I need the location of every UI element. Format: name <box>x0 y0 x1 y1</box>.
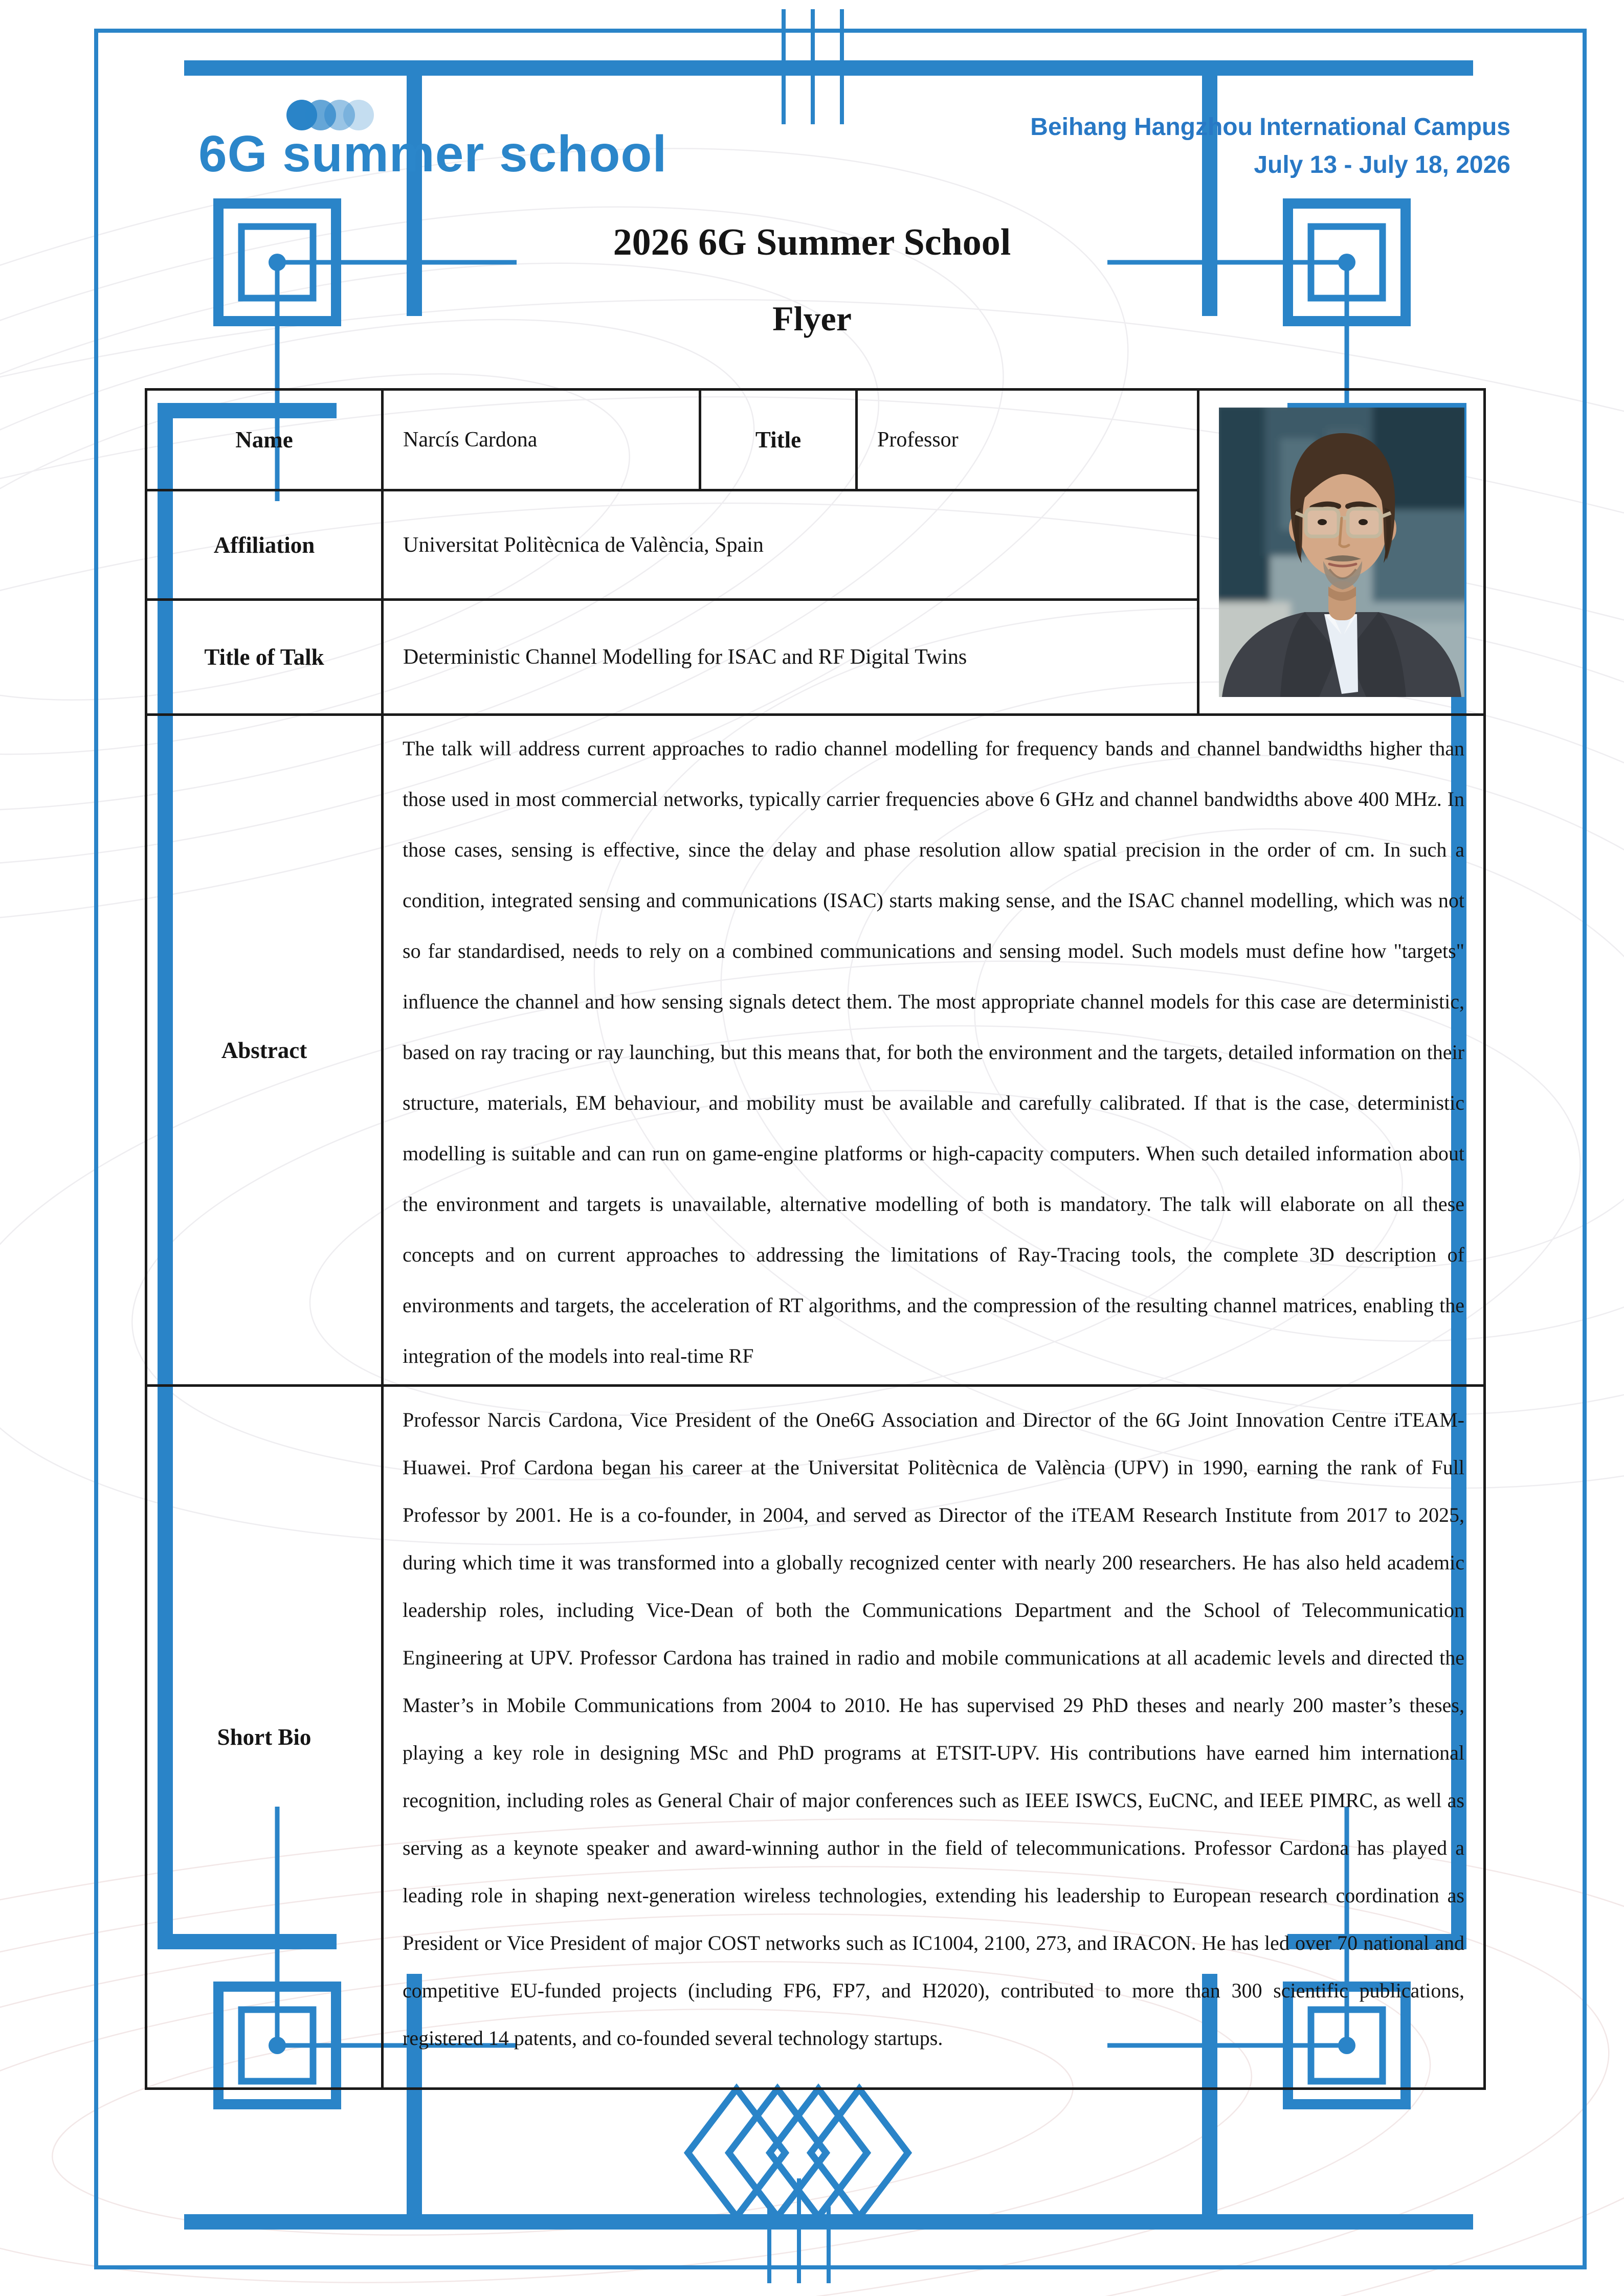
short-bio-text: Professor Narcis Cardona, Vice President of the One6G Association and Director of the 6G Joint Innovation Centre iTEAM-Huawei. Prof Cardona began his career at the Universitat Politècnica de València (UPV) in 1990, earning the rank of Full Professor by 2001. He is a co-founder, in 2004, and served as Director of the iTEAM Research Institute from 2017 to 2025, during which time it was transformed into a globally recognized center with nearly 200 researchers. He has also held academic leadership roles, including Vice-Dean of both the Communications Department and the School of Telecommunication Engineering at UPV. Professor Cardona has trained in radio and mobile communications at all academic levels and directed the Master’s in Mobile Communications from 2004 to 2010. He has supervised 29 PhD theses and nearly 200 master’s theses, playing a key role in designing MSc and PhD programs at ETSIT-UPV. His contributions have earned him international recognition, including roles as General Chair of major conferences such as IEEE ISWCS, EuCNC, and IEEE PIMRC, as well as serving as a keynote speaker and award-winning author in the field of telecommunications. Professor Cardona has played a leading role in shaping next-generation wireless technologies, extending his leadership to European research coordination as President or Vice President of major COST networks such as IC1004, 2100, 273, and IRACON. He has led over 70 national and competitive EU-funded projects (including FP6, FP7, and H2020), contributed to more than 300 scientific publications, registered 14 patents, and co-founded several technology startups. <box>403 1408 1464 2050</box>
affiliation-label: Affiliation <box>146 490 383 600</box>
speaker-photo-cell <box>1198 390 1485 715</box>
talk-title-label: Title of Talk <box>146 600 383 715</box>
title-value: Professor <box>857 390 1198 490</box>
name-value: Narcís Cardona <box>383 390 700 490</box>
event-dates: July 13 - July 18, 2026 <box>1254 151 1510 178</box>
name-label: Name <box>146 390 383 490</box>
short-bio-label: Short Bio <box>146 1386 383 2089</box>
abstract-label: Abstract <box>146 715 383 1386</box>
campus-name: Beihang Hangzhou International Campus <box>1030 114 1510 141</box>
campus-header <box>1030 108 1510 184</box>
speaker-photo <box>1219 408 1464 697</box>
logo-6g-summer-school: 6G summer school <box>198 125 668 183</box>
short-bio-cell <box>383 1386 1485 2089</box>
affiliation-value: Universitat Politècnica de València, Spain <box>383 490 1198 600</box>
abstract-text: The talk will address current approaches to radio channel modelling for frequency bands and channel bandwidths higher than those used in most commercial networks, typically carrier frequencies above 6 GHz and channel bandwidths above 400 MHz. In those cases, sensing is effective, since the delay and phase resolution allow spatial precision in the order of cm. In such a condition, integrated sensing and communications (ISAC) starts making sense, and the ISAC channel modelling, which was not so far standardised, needs to rely on a combined communications and sensing model. Such models must define how "targets" influence the channel and how sensing signals detect them. The most appropriate channel models for this case are deterministic, based on ray tracing or ray launching, but this means that, for both the environment and the targets, detailed information on their structure, materials, EM behaviour, and mobility must be available and carefully calibrated. If that is the case, deterministic modelling is suitable and can run on game-engine platforms or high-capacity computers. When such detailed information about the environment and targets is unavailable, alternative modelling of both is mandatory. The talk will elaborate on all these concepts and on current approaches to addressing the limitations of Ray-Tracing tools, the complete 3D description of environments and targets, the acceleration of RT algorithms, and the compression of the resulting channel matrices, enabling the integration of the models into real-time RF <box>403 737 1464 1367</box>
speaker-info-table <box>145 388 1486 2090</box>
talk-title-value: Deterministic Channel Modelling for ISAC and RF Digital Twins <box>383 600 1198 715</box>
table-row <box>146 390 1485 490</box>
page-title: 2026 6G Summer School <box>613 221 1011 263</box>
table-row <box>146 715 1485 1386</box>
abstract-cell <box>383 715 1485 1386</box>
table-row <box>146 1386 1485 2089</box>
title-label: Title <box>700 390 857 490</box>
page-subtitle: Flyer <box>772 299 852 338</box>
